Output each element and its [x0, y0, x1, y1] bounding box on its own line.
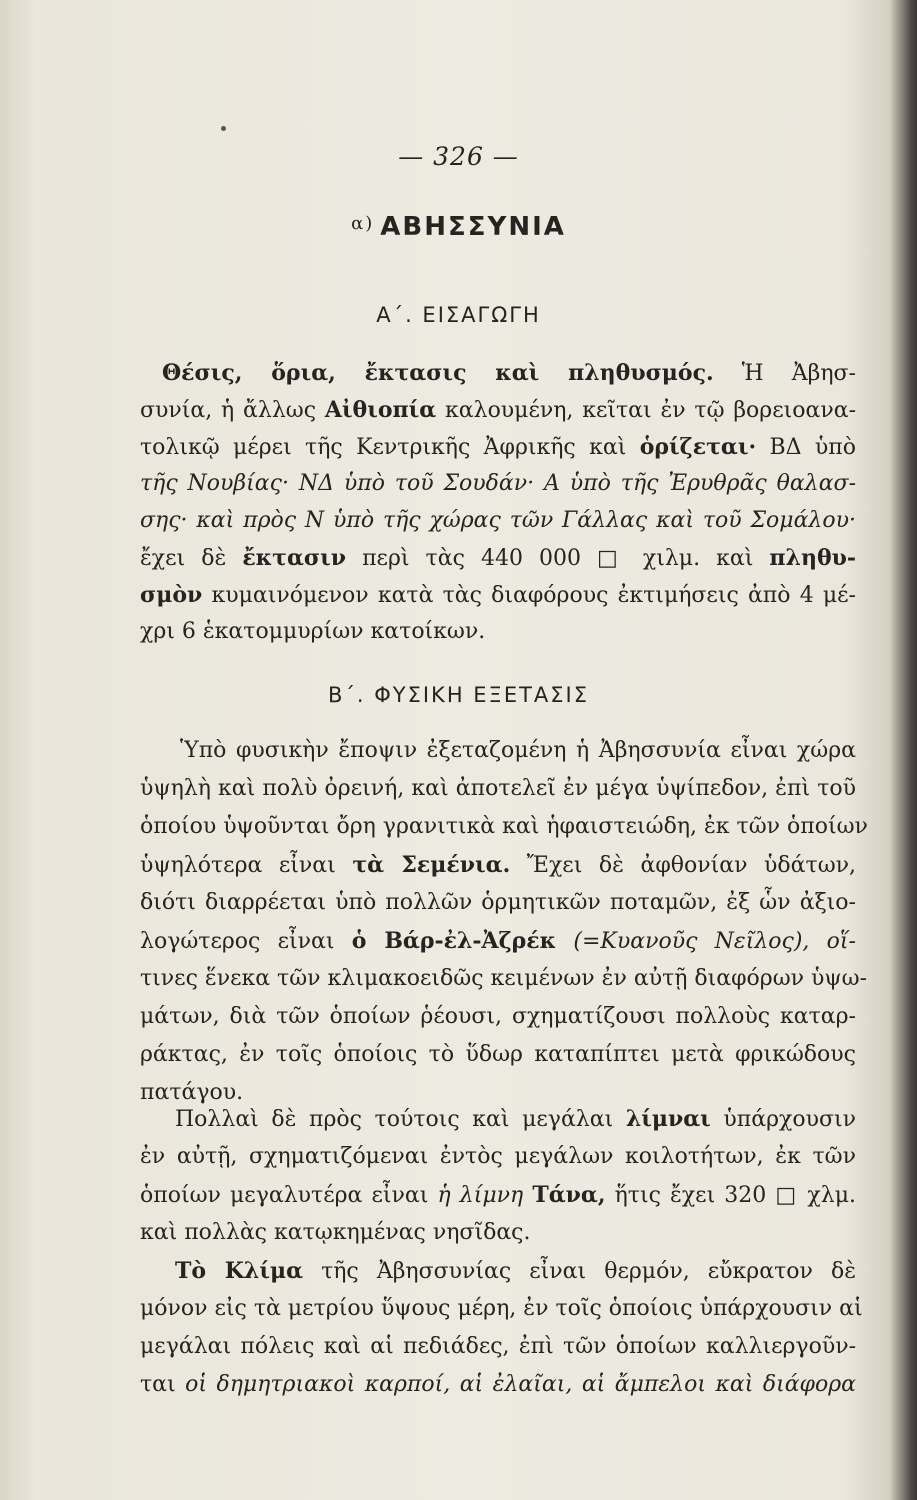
text-span: ται — [140, 1372, 186, 1397]
text-line: μεγάλαι πόλεις καὶ αἱ πεδιάδες, ἐπὶ τῶν ὁποίων καλλιεργοῦν- — [140, 1334, 856, 1359]
text-line — [140, 582, 856, 608]
text-line — [140, 928, 856, 954]
text-line: διότι διαρρέεται ὑπὸ πολλῶν ὁρμητικῶν ποταμῶν, ἐξ ὧν ἀξιο- — [140, 890, 856, 915]
text-span: ἔχει δὲ — [140, 546, 243, 571]
section-heading-introduction: Α΄. ΕΙΣΑΓΩΓΗ — [376, 303, 541, 327]
bold-term: ὁρίζεται· — [639, 434, 757, 460]
text-line — [140, 434, 856, 460]
text-line — [140, 397, 856, 423]
text-line: χρι 6 ἑκατομμυρίων κατοίκων. — [140, 619, 486, 644]
bold-term: ἔκτασιν — [242, 545, 347, 571]
text-span: ὁποίων μεγαλυτέρα εἶναι — [140, 1183, 438, 1208]
bold-term: Αἰθιοπία — [324, 397, 437, 423]
text-line — [140, 545, 856, 571]
bold-term: πληθυ- — [769, 545, 857, 571]
text-span: ΒΔ ὑπὸ — [756, 435, 857, 460]
text-line: μόνον εἰς τὰ μετρίου ὕψους μέρη, ἐν τοῖς ὁποίοις ὑπάρχουσιν αἱ — [140, 1296, 863, 1321]
text-line: καὶ πολλὰς κατῳκημένας νησῖδας. — [140, 1220, 531, 1245]
text-line: ράκτας, ἐν τοῖς ὁποίοις τὸ ὕδωρ καταπίπτει μετὰ φρικώδους — [140, 1042, 856, 1067]
page-number: — 326 — — [398, 142, 519, 171]
text-span: τολικῷ μέρει τῆς Κεντρικῆς Ἀφρικῆς καὶ — [140, 435, 640, 460]
text-line: ἐν αὐτῇ, σχηματιζόμεναι ἐντὸς μεγάλων κοιλοτήτων, ἐκ τῶν — [140, 1144, 856, 1169]
text-span: περὶ τὰς 440 000 □ χιλμ. καὶ — [346, 546, 770, 571]
section-lead: Θέσις, ὅρια, ἔκτασις καὶ πληθυσμός. — [162, 360, 714, 386]
text-line — [140, 1372, 856, 1397]
bold-term: σμὸν — [140, 582, 203, 608]
italic-term: ἡ λίμνη — [437, 1183, 533, 1208]
text-span: ὑπάρχουσιν — [710, 1107, 856, 1132]
chapter-title: ΑΒΗΣΣΥΝΙΑ — [380, 212, 566, 242]
text-line: σης· καὶ πρὸς Ν ὑπὸ τῆς χώρας τῶν Γάλλας καὶ τοῦ Σομάλου· — [140, 508, 856, 533]
text-span: ὑψηλότερα εἶναι — [140, 853, 353, 878]
ink-dot — [221, 126, 226, 131]
text-span: λογώτερος εἶναι — [140, 929, 352, 954]
text-line — [140, 1182, 856, 1208]
text-line — [175, 1106, 856, 1132]
text-span: κυμαινόμενον κατὰ τὰς διαφόρους ἐκτιμήσεις ἀπὸ 4 μέ- — [202, 583, 856, 608]
bold-term: λίμναι — [625, 1106, 711, 1132]
text-line: ὑψηλὴ καὶ πολὺ ὀρεινή, καὶ ἀποτελεῖ ἐν μέγα ὑψίπεδον, ἐπὶ τοῦ — [140, 776, 856, 801]
text-line: τινες ἕνεκα τῶν κλιμακοειδῶς κειμένων ἐν αὐτῇ διαφόρων ὑψω- — [140, 966, 868, 991]
section-heading-physical: Β΄. ΦΥΣΙΚΗ ΕΞΕΤΑΣΙΣ — [327, 683, 590, 707]
chapter-number: α) — [351, 213, 375, 234]
text-span: (=Κυανοῦς Νεῖλος), οἵ- — [556, 929, 856, 954]
text-span: Ἔχει δὲ ἀφθονίαν ὑδάτων, — [510, 853, 856, 878]
text-line: τῆς Νουβίας· ΝΔ ὑπὸ τοῦ Σουδάν· Α ὑπὸ τῆς Ἐρυθρᾶς θαλασ- — [140, 471, 856, 496]
text-span: τῆς Ἀβησσυνίας εἶναι θερμόν, εὔκρατον δὲ — [303, 1259, 856, 1284]
text-line: Ὑπὸ φυσικὴν ἔποψιν ἐξεταζομένη ἡ Ἀβησσυνία εἶναι χώρα — [180, 738, 856, 763]
text-span: συνία, ἡ ἄλλως — [140, 398, 325, 423]
chapter-heading — [0, 212, 917, 242]
text-line — [175, 1258, 856, 1284]
bold-term: τὰ Σεμένια. — [352, 852, 511, 878]
italic-term: οἱ δημητριακοὶ καρποί, αἱ ἐλαῖαι, αἱ ἄμπελοι καὶ διάφορα — [185, 1372, 856, 1397]
text-line — [140, 852, 856, 878]
bold-term: Τάνα, — [532, 1182, 606, 1208]
text-span: ἥτις ἔχει 320 □ χλμ. — [605, 1183, 857, 1208]
bold-term: Τὸ Κλίμα — [175, 1258, 304, 1284]
text-span: Πολλαὶ δὲ πρὸς τούτοις καὶ μεγάλαι — [175, 1107, 626, 1132]
bold-term: ὁ Βάρ-ἐλ-Ἀζρέκ — [351, 928, 557, 954]
text-span: καλουμένη, κεῖται ἐν τῷ βορειοανα- — [436, 398, 857, 423]
text-line: ὁποίου ὑψοῦνται ὄρη γρανιτικὰ καὶ ἡφαιστειώδη, ἐκ τῶν ὁποίων — [140, 814, 868, 839]
text-span: Ἡ Ἀβησ- — [713, 361, 856, 386]
text-line — [162, 360, 856, 386]
text-line: μάτων, διὰ τῶν ὁποίων ῥέουσι, σχηματίζουσι πολλοὺς καταρ- — [140, 1004, 856, 1029]
text-line: πατάγου. — [140, 1080, 244, 1105]
